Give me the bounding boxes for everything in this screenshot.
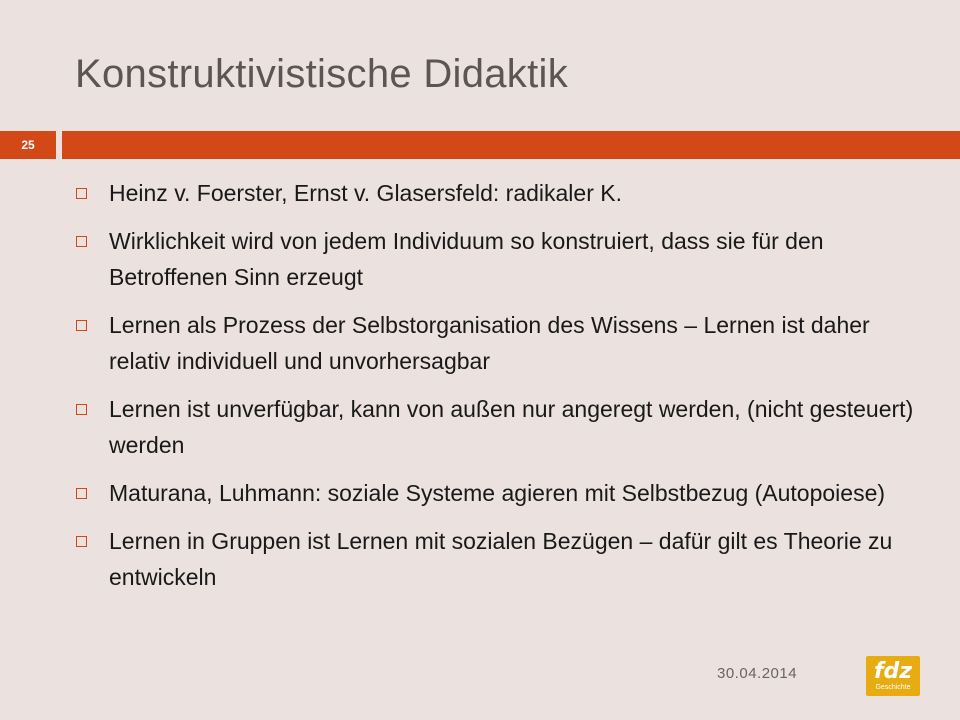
accent-bar <box>62 131 960 159</box>
slide-title: Konstruktivistische Didaktik <box>75 52 569 96</box>
slide-number: 25 <box>21 138 35 152</box>
square-bullet-icon <box>76 536 87 547</box>
bullet-text: Lernen ist unverfügbar, kann von außen nur angeregt werden, (nicht gesteuert) werden <box>109 396 914 458</box>
bullet-text: Lernen in Gruppen ist Lernen mit sozialen Bezügen – dafür gilt es Theorie zu entwickeln <box>109 528 893 590</box>
slide-number-badge <box>0 131 56 159</box>
square-bullet-icon <box>76 236 87 247</box>
list-item <box>74 523 934 595</box>
list-item <box>74 475 934 511</box>
square-bullet-icon <box>76 188 87 199</box>
logo-subtitle: Geschichte <box>875 683 911 691</box>
list-item <box>74 391 934 463</box>
bullet-text: Heinz v. Foerster, Ernst v. Glasersfeld: radikaler K. <box>109 180 622 206</box>
square-bullet-icon <box>76 488 87 499</box>
bullet-text: Lernen als Prozess der Selbstorganisation des Wissens – Lernen ist daher relativ individuell und unvorhersagbar <box>109 312 870 374</box>
list-item <box>74 307 934 379</box>
footer-date: 30.04.2014 <box>717 665 798 682</box>
bullet-text: Wirklichkeit wird von jedem Individuum so konstruiert, dass sie für den Betroffenen Sinn erzeugt <box>109 228 824 290</box>
logo-wordmark: fdz <box>873 658 913 684</box>
list-item <box>74 175 934 211</box>
square-bullet-icon <box>76 404 87 415</box>
fdz-logo <box>866 656 920 696</box>
list-item <box>74 223 934 295</box>
bullet-text: Maturana, Luhmann: soziale Systeme agieren mit Selbstbezug (Autopoiese) <box>109 480 886 506</box>
square-bullet-icon <box>76 320 87 331</box>
bullet-list <box>74 175 934 607</box>
